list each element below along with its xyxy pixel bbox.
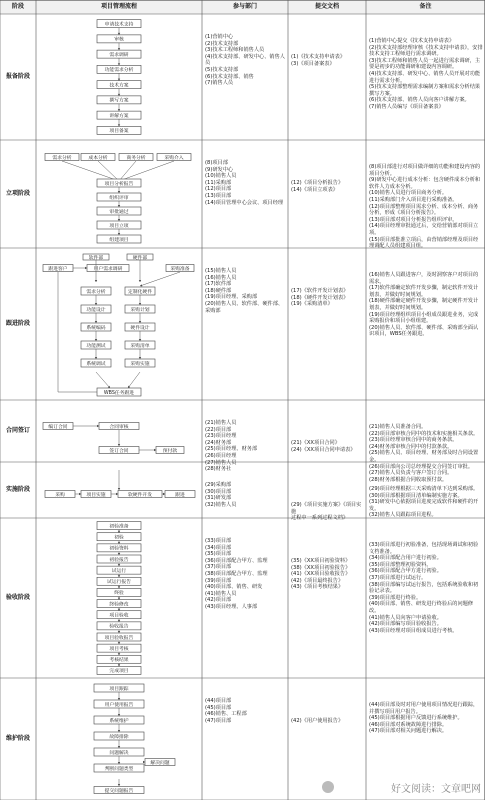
flow-step-label: 功能需求分析	[104, 68, 134, 74]
flow-step-label: 采购计划	[130, 307, 150, 313]
dept-cell: (29)采购部 (30)项目部 (31)研发部 (32)销售人员	[205, 482, 237, 508]
stage-label: 报备阶段	[5, 73, 30, 80]
flow-step	[97, 235, 141, 243]
flow-step-label: 硬件设计	[130, 325, 150, 331]
arrow-head	[163, 493, 165, 495]
flow-step	[97, 35, 141, 43]
header-dept: 参与部门	[232, 3, 257, 10]
flow-step	[81, 341, 111, 349]
flow-step-label: 预付款	[162, 448, 178, 454]
flow-step	[43, 423, 73, 430]
flow-step-label: 项目跟踪	[109, 686, 129, 692]
flow-step-label: 项目考核	[109, 646, 129, 652]
arrow-head	[128, 386, 130, 388]
flow-step-label: 系统维护	[109, 718, 129, 724]
flow-step-label: 试运行	[111, 568, 127, 574]
flow-step-label: 解决问题	[150, 760, 170, 766]
flow-step-label: 申请技术支持	[104, 22, 134, 28]
flow-step	[97, 566, 141, 574]
flow-step	[97, 544, 141, 552]
docs-cell: (42)《用户使用报告》	[291, 718, 344, 724]
flow-step-label: 系统调试	[86, 361, 106, 367]
flow-step-label: 采购实施	[130, 361, 150, 367]
stage-label: 合同签订	[5, 427, 30, 434]
flow-step	[94, 748, 144, 756]
header-notes: 备注	[419, 3, 432, 10]
arrow-head	[118, 233, 120, 235]
flow-step	[97, 96, 141, 104]
flow-step	[97, 65, 141, 73]
arrow-head	[97, 425, 99, 427]
flow-step-label: 初验资料	[109, 546, 129, 552]
flow-step-label: 终验修改	[109, 602, 129, 608]
flow-step	[97, 533, 141, 541]
flow-step-label: 功能测试	[86, 343, 106, 349]
flow-step-label: WBS任务跟进	[103, 390, 135, 396]
flow-step-label: 完成项目	[109, 669, 129, 675]
flow-step	[97, 655, 141, 663]
dept-cell: (8)项目部 (9)研发中心 (10)销售人员 (11)采购部 (12)项目部 (13)项目部 (14)项目管理中心会议、项目经理	[205, 160, 284, 206]
flow-step-label: 采购	[55, 492, 65, 498]
stage-label: 跟进阶段	[5, 320, 30, 327]
flow-step	[94, 716, 144, 724]
flow-step-label: 硬件部	[132, 255, 148, 261]
flow-step	[165, 491, 195, 498]
flow-step	[43, 265, 73, 272]
flow-step	[99, 447, 139, 454]
flow-step	[145, 759, 175, 766]
docs-cell: (21)《XX项目合同》 (24)《XX项目合同申请表》	[291, 440, 356, 453]
docs-cell: (29)《项目实施方案》《项目实施 过程中一系列过程文档》	[291, 502, 362, 522]
flow-arrow	[128, 372, 140, 388]
header-docs: 提交文档	[314, 3, 339, 10]
flow-step	[81, 323, 111, 331]
flow-step-label: 初验报告	[109, 557, 129, 563]
flow-step-label: 审核	[114, 37, 124, 43]
arrow-head	[118, 79, 120, 81]
flow-step-label: 技术方案	[109, 83, 129, 89]
arrow-head	[154, 449, 156, 451]
flow-step	[97, 611, 141, 619]
docs-cell: (17)《软件开发计划表》 (18)《硬件开发计划表》 (19)《采购清单》	[291, 288, 349, 308]
flow-step-label: 项目备案	[109, 129, 129, 135]
flow-step-label: 采购清单	[130, 343, 150, 349]
watermark-text: 好文阅读：文章吧网	[391, 784, 481, 795]
flow-step-label: 撰写方案	[109, 98, 129, 104]
flow-step-label: 验收报告	[109, 624, 129, 630]
flow-step-label: 系统编码	[86, 325, 106, 331]
flow-step-label: 项目实施	[86, 492, 106, 498]
flow-step	[94, 684, 144, 692]
arrow-head	[118, 94, 120, 96]
flow-step	[45, 154, 79, 161]
arrow-head	[118, 63, 120, 65]
flow-step-label: 定制化硬件	[128, 289, 152, 295]
flow-step-label: 商务分析	[126, 155, 146, 161]
flow-step	[83, 254, 109, 261]
flow-step-label: 软硬件开发	[128, 492, 152, 498]
flow-step-label: 合同审核	[109, 424, 129, 430]
flow-step-label: 需求分析	[52, 155, 72, 161]
flow-step	[125, 359, 155, 367]
flow-step	[118, 491, 162, 498]
notes-cell: (21)销售人员准备合同。 (22)项目部审核合同中的技术和实施相关条款。 (23)项目经理审核合同中的商务条款。 (24)财务部审核合同中的付款条款。 (25)销售人员、项目经理、财务部及时合同设置金。 (26)项目部向公司总经理提交合同签订审批。 (27)销售人员负责与客户签订合同。 (28)财务部根据合同收取预付款。	[369, 424, 479, 483]
watermark-logo-icon	[322, 781, 334, 793]
flow-step	[127, 254, 153, 261]
flow-step-label: 审批通过	[109, 209, 129, 215]
stage-label: 维护阶段	[5, 735, 30, 742]
docs-cell: (35)《XX项目初验资料》 (38)《XX项目初验报告》 (41)《XX项目验收报告》 (42)《项目最终报告》 (43)《项目考核结果》	[291, 558, 351, 591]
flow-step	[97, 126, 141, 134]
flow-step-label: 编订合同	[48, 424, 68, 430]
arrow-head	[79, 493, 81, 495]
flow-step	[125, 287, 155, 295]
flow-step	[97, 622, 141, 630]
arrow-head	[143, 761, 145, 763]
flow-diagram	[43, 20, 195, 794]
flow-step	[81, 359, 111, 367]
flow-step-label: 成本分析	[88, 155, 108, 161]
arrow-head	[118, 124, 120, 126]
flow-step-label: 初验准备	[109, 524, 129, 530]
arrow-head	[118, 444, 120, 446]
flow-step	[94, 764, 144, 772]
flow-step	[94, 700, 144, 708]
flow-step-label: 功能设计	[86, 307, 106, 313]
flow-step-label: 试运行报告	[107, 580, 131, 586]
flow-step	[97, 600, 141, 608]
flow-step	[97, 588, 141, 596]
flow-step	[97, 111, 141, 119]
docs-cell: (1)《技术支持申请表》 (3)《项目备案表》	[291, 54, 346, 67]
flow-step-label: 提交问题报告	[104, 788, 134, 794]
flow-step-label: 采购介入	[164, 155, 184, 161]
flow-step	[94, 732, 144, 740]
dept-cell: (1)营销中心 (2)技术支持部 (3)技术工程师和销售人员 (4)技术支持部、研发中心、销售人员 (5)技术支持部 (6)技术支持部、销售 (7)销售人员	[205, 34, 285, 87]
header-stage: 阶段	[11, 3, 24, 10]
flow-step-label: 跟进	[175, 492, 185, 498]
dept-cell: (33)项目部 (34)项目部 (35)项目部 (36)项目部配合甲方、监理 (37)项目部 (38)项目部配合甲方、监理 (39)项目部 (40)项目部、销售、研发 (41)销售人员 (42)项目部 (43)项目经理、人事部	[205, 538, 268, 610]
flow-step-label: 项目验收报告	[104, 635, 134, 641]
flow-step	[87, 265, 129, 272]
flow-arrow	[98, 161, 119, 181]
flow-arrow	[62, 161, 119, 181]
arrow-head	[85, 267, 87, 269]
flow-arrow	[140, 272, 180, 286]
arrow-head	[118, 219, 120, 221]
stage-label: 验收阶段	[5, 594, 30, 601]
flow-step-label: 讲解方案	[109, 113, 129, 119]
arrow-head	[116, 493, 118, 495]
flow-step-label: 项目分析报告	[104, 181, 134, 187]
arrow-head	[118, 784, 120, 786]
flow-step	[45, 491, 75, 498]
flow-step	[81, 154, 115, 161]
flow-step-label: 初验	[114, 535, 124, 541]
flow-step-label: 判断问题类型	[104, 766, 134, 772]
flow-step	[97, 388, 141, 396]
flow-step-label: 终验	[114, 591, 124, 597]
flow-step	[97, 81, 141, 89]
flow-step	[97, 193, 141, 201]
stage-label: 实施阶段	[5, 486, 30, 493]
flow-step-label: 采购准备	[170, 266, 190, 272]
flow-step	[125, 341, 155, 349]
flow-step	[157, 154, 191, 161]
stage-label: 立项阶段	[5, 190, 30, 197]
docs-cell: (12)《项目分析报告》 (14)《项目立项表》	[291, 180, 344, 193]
flow-step	[119, 154, 153, 161]
flow-step	[97, 207, 141, 215]
flow-step-label: 需求调研	[109, 52, 129, 58]
flow-step	[81, 491, 111, 498]
flow-step	[97, 20, 141, 28]
flow-step-label: 问题解决	[109, 750, 129, 756]
flow-step-label: 用户需求调研	[93, 266, 123, 272]
dept-cell: (44)项目部 (45)项目部 (46)销售、工程部 (47)项目部	[205, 698, 247, 724]
flow-step	[97, 179, 141, 187]
flow-step	[156, 447, 184, 454]
flow-step	[97, 644, 141, 652]
flow-step	[99, 423, 139, 430]
flow-step	[125, 305, 155, 313]
flow-step-label: 组建项目	[109, 237, 129, 243]
dept-cell: (15)销售人员 (16)销售人员 (17)软件部 (18)硬件部 (19)项目经理、采购部 (20)销售人员、软件部、硬件部、采购部	[205, 268, 284, 314]
flow-step-label: 用户使用报告	[104, 702, 134, 708]
flow-step	[97, 633, 141, 641]
flow-arrow	[96, 372, 110, 388]
flow-step	[125, 323, 155, 331]
notes-cell: (44)项目部及时对用户使用项目情况进行跟踪，并撰写项目用户报告。 (45)项目部根据用户反馈进行系统维护。 (46)项目部对系统故障进行排除。 (47)项目部对相关问题进行解决。	[369, 702, 479, 735]
flow-step	[166, 265, 194, 272]
flow-step	[97, 50, 141, 58]
flow-step	[81, 287, 111, 295]
notes-cell: (33)项目部进行初验准备，包括现场调试和初验文档准备。 (34)项目部配合用户进行初验。 (35)项目部整理初验资料。 (36)项目部配合甲方进行初验。 (37)项目部进行试运行。 (38)项目部编写试运行报告，包括系统验收和初验记录表。 (39)项目部进行终验。 (40)项目部、销售、研发进行终验后的问题修改。 (41)销售人员向客户申请验收。 (42)项目部编写项目验收报告。 (43)项目经理对项目组成员进行考核。	[369, 542, 479, 634]
flow-step-label: 软件部	[88, 255, 104, 261]
flow-step-label: 项目验收	[109, 613, 129, 619]
notes-cell: (29)项目经理根据三天采购清单下达到采购部。 (30)项目部根据项目清单编制实施方案。 (31)研发中心依据项目进度完成软件和硬件的开发。 (32)销售人员跟踪项目进程。	[369, 486, 479, 519]
arrow-head	[118, 191, 120, 193]
flow-step-label: 考核结果	[109, 658, 129, 664]
flow-step-label: 需求分析	[86, 289, 106, 295]
flow-step	[97, 221, 141, 229]
flow-step-label: 签订合同	[109, 448, 129, 454]
flow-step-label: 项目立项	[109, 223, 129, 229]
arrow-head	[118, 109, 120, 111]
arrow-head	[118, 488, 120, 490]
arrow-head	[139, 280, 141, 282]
header-flow: 项目管理流程	[100, 3, 137, 10]
dept-cell: (21)销售人员 (22)项目部 (23)项目经理 (24)财务部 (25)项目经理、财务部 (26)项目经理 (27)销售人员 (28)财务社	[205, 420, 258, 473]
flow-step	[97, 666, 141, 674]
flow-step-label: 跟进客户	[48, 266, 68, 272]
flow-step	[97, 522, 141, 530]
flow-step	[97, 555, 141, 563]
arrow-head	[118, 205, 120, 207]
notes-cell: (8)项目部进行对项目做详细的功能和建设内容的项目分析。 (9)研发中心进行成本分析：包含硬件成本分析和软件人力成本分析。 (10)销售人员进行项目商务分析。 (11)采购部门介入项目进行采购准备。 (12)项目部整理项目需求分析、成本分析、商务分析，形成《项目分析报告》。 (13)项目部对项目分析报告组织评审。 (14)项目经理审批通过后，交给营销部对项目立项。 (15)项目部批准立项后，由营销部经理及项目经理调配人员组建项目组。	[369, 164, 481, 250]
notes-cell: (16)销售人员跟进客户，及时洞察客户对项目的需求。 (17)软件部确定软件开发步骤，制定软件开发计划表，并做好时间规划。 (18)硬件部确定硬件开发步骤，制定硬件开发计划表，并做好时间规划。 (19)项目经理组织项目小组成员跟进业务，完成采购报价和项目小组组建。 (20)销售人员、软件部、硬件部、采购部全面认识项目，WBS任务跟进。	[369, 272, 479, 338]
flow-step-label: 组织评审	[109, 195, 129, 201]
flow-step	[94, 787, 144, 794]
flow-step	[97, 577, 141, 585]
arrow-head	[95, 280, 97, 282]
flow-step-label: 故障排除	[109, 734, 129, 740]
flow-step	[81, 305, 111, 313]
notes-cell: (1)营销中心提交《技术支持申请表》 (2)技术支持部经理审核《技术支持申请表》，安排技术支持工程师进行需求调研。 (3)技术工程师和销售人员一起进行需求调研，主要是初步的功能调研和建设内容调研。 (4)技术支持部、研发中心、销售人员开展对功能进行需求分析。 (5)技术支持部整理需求编制方案和需求分析结果撰写方案。 (6)技术支持部、销售人员向客户讲解方案。 (7)销售人员编写《项目备案表》	[369, 38, 483, 110]
